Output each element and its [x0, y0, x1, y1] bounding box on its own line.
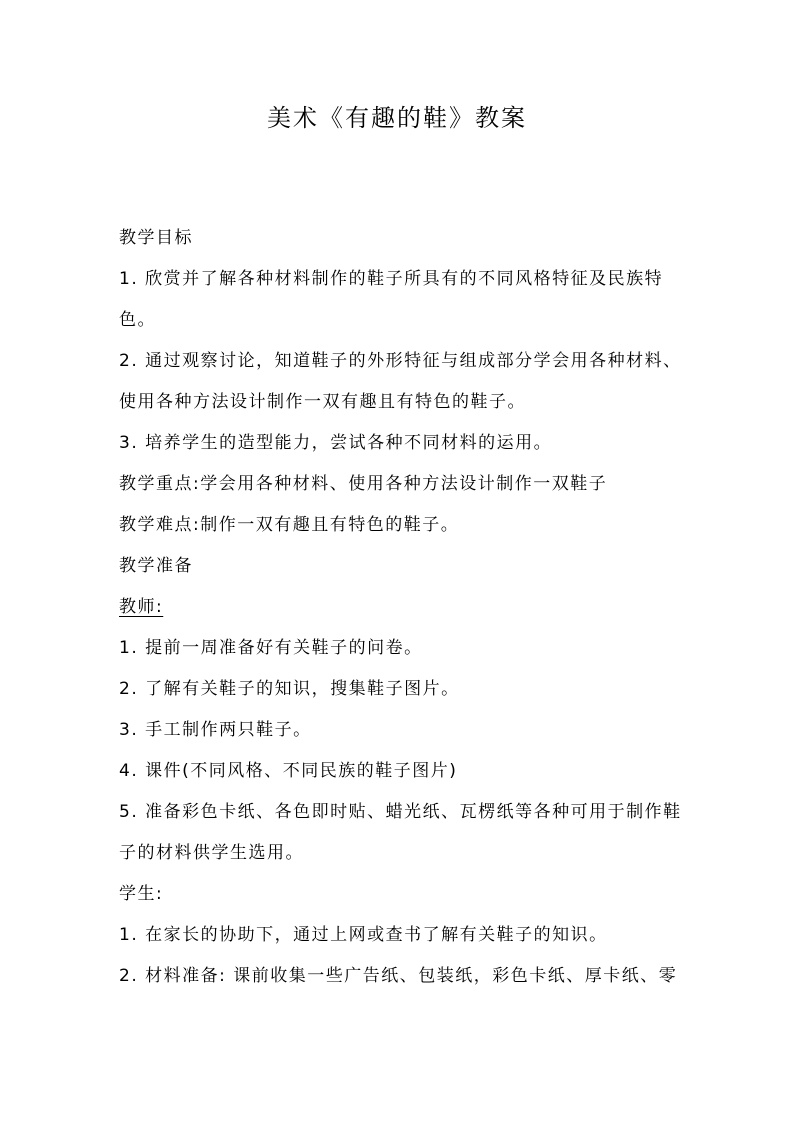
- teacher-prep-5-line-1: 5. 准备彩色卡纸、各色即时贴、蜡光纸、瓦楞纸等各种可用于制作鞋: [119, 802, 682, 822]
- teaching-difficulty: 教学难点:制作一双有趣且有特色的鞋子。: [119, 515, 460, 535]
- student-prep-2: 2. 材料准备: 课前收集一些广告纸、包装纸，彩色卡纸、厚卡纸、零: [119, 966, 678, 986]
- teacher-prep-1: 1. 提前一周准备好有关鞋子的问卷。: [119, 638, 423, 658]
- teacher-prep-4: 4. 课件(不同风格、不同民族的鞋子图片): [119, 761, 458, 781]
- teaching-key-point: 教学重点:学会用各种材料、使用各种方法设计制作一双鞋子: [119, 474, 608, 494]
- section-heading-preparation: 教学准备: [119, 556, 193, 576]
- objective-1-line-2: 色。: [119, 310, 156, 330]
- document-title: 美术《有趣的鞋》教案: [267, 104, 527, 132]
- objective-2-line-2: 使用各种方法设计制作一双有趣且有特色的鞋子。: [119, 392, 526, 412]
- teacher-heading: 教师:: [119, 597, 164, 617]
- objective-2-line-1: 2. 通过观察讨论，知道鞋子的外形特征与组成部分学会用各种材料、: [119, 351, 682, 371]
- student-heading: 学生:: [119, 884, 164, 904]
- objective-3: 3. 培养学生的造型能力，尝试各种不同材料的运用。: [119, 433, 553, 453]
- document-body: [119, 227, 689, 1006]
- objective-1-line-1: 1. 欣赏并了解各种材料制作的鞋子所具有的不同风格特征及民族特: [119, 269, 664, 289]
- teacher-prep-5-line-2: 子的材料供学生选用。: [119, 843, 304, 863]
- student-prep-1: 1. 在家长的协助下，通过上网或查书了解有关鞋子的知识。: [119, 925, 608, 945]
- section-heading-objectives: 教学目标: [119, 228, 193, 248]
- teacher-prep-3: 3. 手工制作两只鞋子。: [119, 720, 312, 740]
- teacher-prep-2: 2. 了解有关鞋子的知识，搜集鞋子图片。: [119, 679, 460, 699]
